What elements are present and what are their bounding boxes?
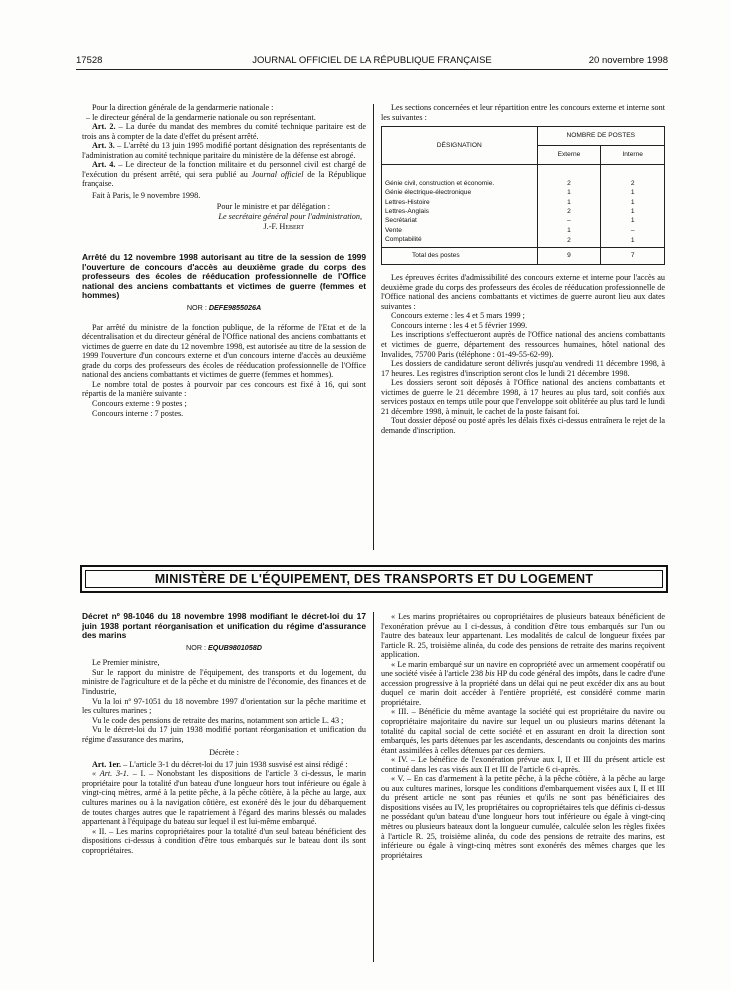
nor-code: DEFE9855026A <box>208 303 262 313</box>
paragraph: Sur le rapport du ministre de l'équipement, des transports et du logement, du ministre de l'agriculture et de la pêche et du ministre de l'économie, des finances et de l'industrie, <box>82 667 366 696</box>
row-externe: 2 <box>537 207 601 216</box>
article-text-italic: Journal officiel <box>251 169 304 179</box>
table-total-row <box>382 248 665 265</box>
article-4 <box>82 160 366 189</box>
table-row <box>382 179 665 188</box>
article-text: – L'article 3-1 du décret-loi du 17 juin 1938 susvisé est ainsi rédigé : <box>121 759 348 769</box>
row-label: Génie civil, construction et économie. <box>382 179 538 188</box>
nor-code: EQUB9801058D <box>208 642 262 652</box>
paragraph <box>381 660 665 708</box>
paragraph: Par arrêté du ministre de la fonction publique, de la réforme de l'Etat et de la décentralisation et du directeur général de l'Office national des anciens combattants et victimes de guerre en date du 12 novembre 1998, est autorisée au titre de la session de 1999 l'ouverture d'un concours externe et d'un concours interne d'accès au deuxième grade du corps des professeurs des écoles de rééducation professionnelle de l'Office national des anciens combattants et victimes de guerre (femmes et hommes). <box>82 322 366 380</box>
article-3 <box>82 141 366 160</box>
row-label: Génie électrique-électronique <box>382 188 538 197</box>
paragraph: Les sections concernées et leur répartition entre les concours externe et interne sont les suivantes : <box>381 103 665 122</box>
article-label: Art. 3. <box>92 141 115 151</box>
paragraph: Le nombre total de postes à pourvoir par ces concours est fixé à 16, qui sont répartis de la manière suivante : <box>82 379 366 399</box>
paragraph: « III. – Bénéficie du même avantage la société qui est propriétaire du navire ou copropriétaire majoritaire du navire sur lequel un ou plusieurs marins détenant la totalité du capital social de cette société et en assurant en droit la direction sont embarqués, les parts détenues par les ascendants, descendants ou conjoints des marins étant assimilées à celles détenues par ces derniers. <box>381 707 665 755</box>
row-interne: 1 <box>601 235 665 248</box>
row-interne: – <box>601 226 665 235</box>
paragraph: « Les marins propriétaires ou copropriétaires de plusieurs bateaux bénéficient de l'exonération prévue au I ci-dessus, à condition d'être tous embarqués sur l'un ou l'autre des bateaux leur appartenant. Les modalités de calcul de longueur fixées par l'article R. 25, troisième alinéa, du code des pensions de retraite des marins reçoivent application. <box>381 612 665 660</box>
table-row <box>382 198 665 207</box>
fait-a-paris: Fait à Paris, le 9 novembre 1998. <box>92 190 201 200</box>
table-row <box>382 188 665 197</box>
row-interne: 1 <box>601 216 665 225</box>
arrete-nor <box>82 303 366 313</box>
article-text: de la République française. <box>82 169 367 189</box>
decret-title: Décret nº 98-1046 du 18 novembre 1998 modifiant le décret-loi du 17 juin 1938 portant réorganisation et unification du régime d'assurance des marins <box>82 611 366 641</box>
column-divider-top <box>373 104 374 550</box>
table-row <box>382 216 665 225</box>
right-column-top <box>381 103 665 435</box>
left-column-bottom <box>82 612 366 855</box>
article-label: Art. 4. <box>92 160 116 170</box>
paragraph: – le directeur général de la gendarmerie nationale ou son représentant. <box>86 112 316 122</box>
decrete: Décrète : <box>209 748 239 758</box>
row-interne: 1 <box>601 188 665 197</box>
table-row <box>382 207 665 216</box>
table-header-postes: NOMBRE DE POSTES <box>537 127 664 146</box>
signature-line-2 <box>82 212 366 222</box>
total-label: Total des postes <box>382 248 538 265</box>
article-text: – I. – Nonobstant les dispositions de l'article 3 ci-dessus, le marin propriétaire pour la totalité d'un bateau d'une longueur hors tout inférieure ou égale à vingt-cinq mètres, armé à la petite pêche, à la pêche côtière, à la pêche au large, aux cultures marines ou à la navigation côtière, est exonéré dès le jour du débarquement de toutes charges autres que le rapatriement à l'égard des marins blessés ou malades appartenant à l'équipage du bateau sur lequel il est lui-même embarqué. <box>82 769 367 827</box>
row-label: Comptabilité <box>382 235 538 248</box>
row-externe: 1 <box>537 198 601 207</box>
journal-title: JOURNAL OFFICIEL DE LA RÉPUBLIQUE FRANÇAISE <box>252 55 492 66</box>
article-1 <box>82 760 366 770</box>
row-interne: 2 <box>601 179 665 188</box>
paragraph: Les dossiers de candidature seront délivrés jusqu'au vendredi 11 décembre 1998, à 17 heures. Les registres d'inscription seront clos le lundi 21 décembre 1998. <box>381 359 665 378</box>
row-label: Lettres-Histoire <box>382 198 538 207</box>
paragraph: Concours externe : 9 postes ; <box>92 399 187 408</box>
ministry-banner-text: MINISTÈRE DE L'ÉQUIPEMENT, DES TRANSPORTS ET DU LOGEMENT <box>85 570 663 588</box>
column-divider-bottom <box>373 612 374 962</box>
row-interne: 1 <box>601 198 665 207</box>
row-externe: 1 <box>537 188 601 197</box>
page-header <box>76 55 668 69</box>
paragraph: Pour la direction générale de la gendarmerie nationale : <box>92 103 274 112</box>
table-row <box>382 235 665 248</box>
table-row <box>382 226 665 235</box>
nor-label: NOR : <box>186 642 208 652</box>
issue-date: 20 novembre 1998 <box>588 55 668 66</box>
row-label: Secrétariat <box>382 216 538 225</box>
header-rule <box>76 69 668 70</box>
signature-line-1: Pour le ministre et par délégation : <box>216 202 330 212</box>
paragraph: Concours interne : 7 postes. <box>92 408 184 418</box>
article-label: « Art. 3-1. <box>92 769 129 779</box>
row-label: Vente <box>382 226 538 235</box>
nor-label: NOR : <box>186 303 209 313</box>
text-run: HP du code général des impôts, dans le cadre d'une accession progressive à la propriété dans un délai qui ne peut excéder dix ans au bout duquel ce marin doit accéder à l'entière propriété, est considéré comme marin propriétaire. <box>381 669 665 707</box>
row-externe: – <box>537 216 601 225</box>
paragraph: Les dossiers seront soit déposés à l'Office national des anciens combattants et victimes de guerre le 21 décembre 1998, à 17 heures au plus tard, soit confiés aux services postaux en temps utile pour que l'enveloppe soit oblitérée au plus tard le lundi 21 décembre 1998, à minuit, le cachet de la poste faisant foi. <box>381 378 665 416</box>
paragraph: Concours interne : les 4 et 5 février 1999. <box>391 320 528 330</box>
row-label: Lettres-Anglais <box>382 207 538 216</box>
page-number: 17528 <box>76 55 103 66</box>
table-header-designation: DÉSIGNATION <box>382 127 538 165</box>
row-externe: 2 <box>537 235 601 248</box>
right-column-bottom <box>381 612 665 860</box>
paragraph: Les inscriptions s'effectueront auprès de l'Office national des anciens combattants et victimes de guerre, département des ressources humaines, hôtel national des Invalides, 75700 Paris (téléphone : 01-49-55-62-99). <box>381 330 665 359</box>
decret-nor <box>82 643 366 653</box>
row-externe: 2 <box>537 179 601 188</box>
row-externe: 1 <box>537 226 601 235</box>
article-text: – La durée du mandat des membres du comité technique paritaire est de trois ans à compter de la date d'effet du présent arrêté. <box>82 122 367 141</box>
ministry-banner <box>80 565 668 593</box>
signature-name: J.-F. Hebert <box>263 221 304 231</box>
paragraph: « IV. – Le bénéfice de l'exonération prévue aux I, II et III du présent article est continué dans les cas visés aux II et III de l'article 6 ci-après. <box>381 755 665 774</box>
paragraph: Concours externe : les 4 et 5 mars 1999 ; <box>391 311 525 321</box>
table-header-interne: Interne <box>601 146 665 165</box>
total-interne: 7 <box>601 248 665 265</box>
article-label: Art. 2. <box>92 122 116 132</box>
article-text: – Le directeur de la fonction militaire et du personnel civil est chargé de l'exécution du présent arrêté, qui sera publié au <box>82 160 366 179</box>
paragraph: Vu la loi nº 97-1051 du 18 novembre 1997 d'orientation sur la pêche maritime et les cultures marines ; <box>82 696 366 716</box>
article-text: – L'arrêté du 13 juin 1995 modifié portant désignation des représentants de l'administration au comité technique paritaire du ministère de la défense est abrogé. <box>82 141 366 160</box>
left-column-top <box>82 103 366 418</box>
paragraph: Le Premier ministre, <box>92 658 160 668</box>
article-3-1 <box>82 769 366 826</box>
postes-table <box>381 126 665 265</box>
table-header-externe: Externe <box>537 146 601 165</box>
article-2 <box>82 122 366 141</box>
text-run-italic: bis <box>485 669 495 679</box>
total-externe: 9 <box>537 248 601 265</box>
signature-role: Le secrétaire général pour l'administration, <box>218 212 362 222</box>
paragraph: « V. – En cas d'armement à la petite pêche, à la pêche côtière, à la pêche au large ou aux cultures marines, lorsque les conditions d'embarquement visées aux I, II et III du présent article ne sont pas réunies et qu'ils ne sont pas bénéficiaires des dispositions visées au IV, les propriétaires ou copropriétaires tels que définis ci-dessus ne possédant qu'un bateau d'une longueur hors tout inférieure ou égale à vingt-cinq mètres ou plusieurs bateaux dont la longueur cumulée, calculée selon les règles fixées à l'article R. 25, troisième alinéa, du code des pensions de retraite des marins, est inférieure ou égale à vingt-cinq mètres sont exonérés des mêmes charges que les propriétaires <box>381 774 665 860</box>
paragraph: « II. – Les marins copropriétaires pour la totalité d'un seul bateau bénéficient des dispositions ci-dessus à condition d'être tous embarqués sur le bateau dont ils sont copropriétaires. <box>82 826 366 855</box>
paragraph: Vu le décret-loi du 17 juin 1938 modifié portant réorganisation et unification du régime d'assurance des marins, <box>82 725 366 744</box>
arrete-title: Arrêté du 12 novembre 1998 autorisant au titre de la session de 1999 l'ouverture de concours d'accès au deuxième grade du corps des professeurs des écoles de rééducation professionnelle de l'Office national des anciens combattants et victimes de guerre (femmes et hommes) <box>82 252 366 301</box>
paragraph: Les épreuves écrites d'admissibilité des concours externe et interne pour l'accès au deuxième grade du corps des professeurs des écoles de rééducation professionnelle de l'Office national des anciens combattants et victimes de guerre auront lieu aux dates suivantes : <box>381 273 665 311</box>
text-run: « Le marin embarqué sur un navire en copropriété avec un armement coopératif ou une société visée à l'article 238 <box>381 659 665 679</box>
paragraph: Tout dossier déposé ou posté après les délais fixés ci-dessus entraînera le rejet de la demande d'inscription. <box>381 416 665 435</box>
article-label: Art. 1er. <box>92 759 122 769</box>
row-interne: 1 <box>601 207 665 216</box>
paragraph: Vu le code des pensions de retraite des marins, notamment son article L. 43 ; <box>92 715 344 725</box>
